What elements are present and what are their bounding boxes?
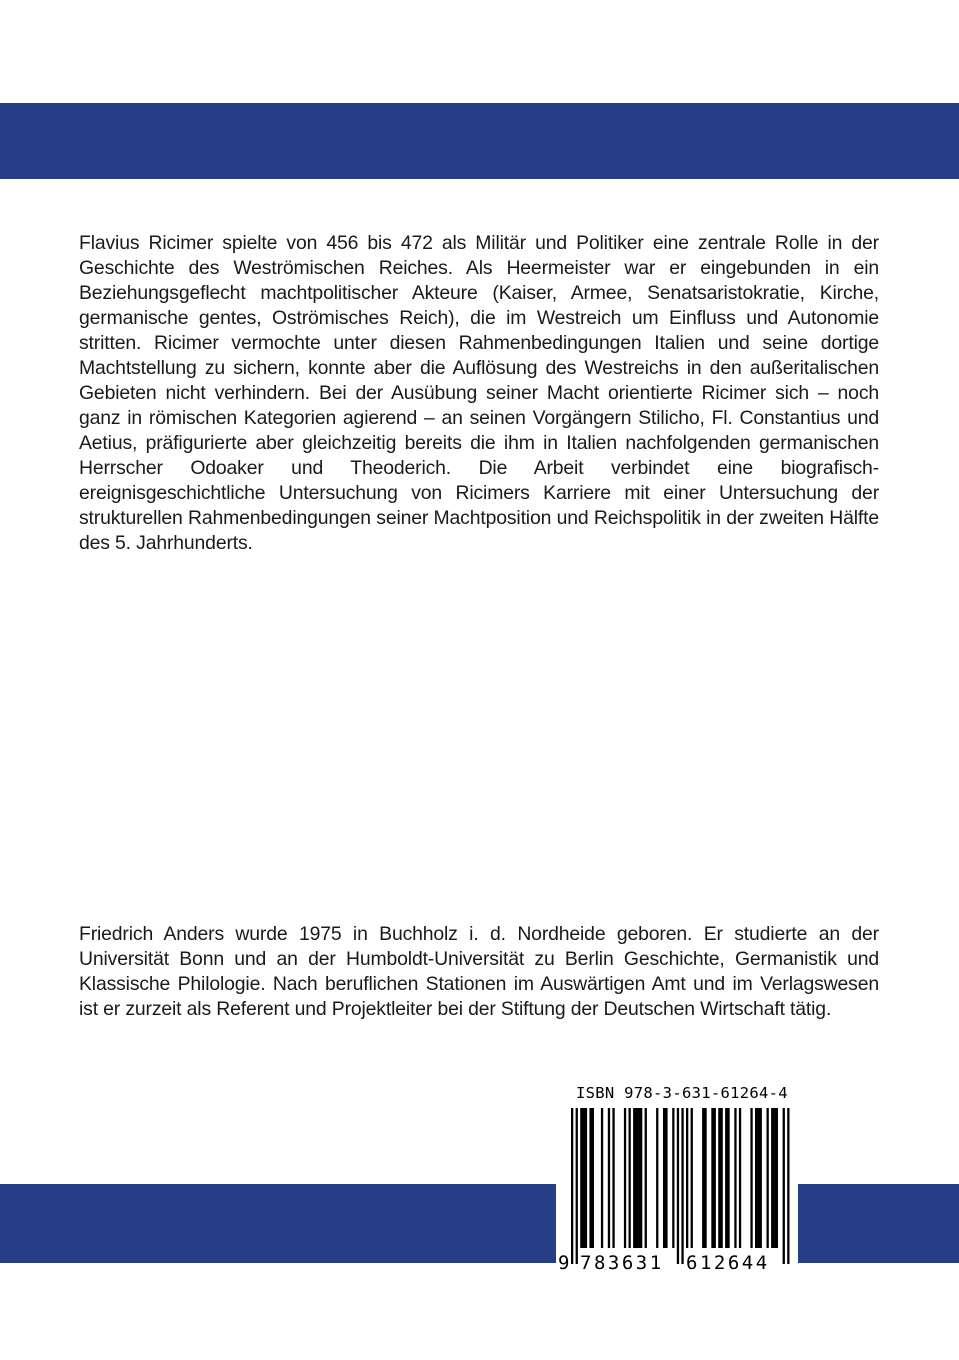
barcode-guard-bar (681, 1108, 683, 1264)
barcode-guard-bar (783, 1108, 785, 1264)
bottom-color-band (0, 1184, 959, 1263)
barcode-bar (750, 1108, 752, 1248)
isbn-label: ISBN 978-3-631-61264-4 (576, 1084, 788, 1102)
barcode-bar (739, 1108, 741, 1248)
author-bio-text: Friedrich Anders wurde 1975 in Buchholz i. d. Nordheide geboren. Er studierte an der Universität Bonn und an der Humboldt-Universität zu Berlin Geschichte, Germanistik und Klassische Philologie. Nach beruflichen Stationen im Auswärtigen Amt und im Verlagswesen ist er zurzeit als Referent und Projektleiter bei der Stiftung der Deutschen Wirtschaft tätig. (79, 923, 879, 1020)
barcode-bar (624, 1108, 626, 1248)
barcode-bar (686, 1108, 688, 1248)
barcode-guard-bar (571, 1108, 573, 1264)
isbn-barcode (556, 1084, 798, 1280)
barcode-bar (711, 1108, 716, 1248)
barcode-bar (767, 1108, 769, 1248)
barcode-guard-bar (787, 1108, 789, 1264)
barcode-bar (656, 1108, 658, 1248)
synopsis-text: Flavius Ricimer spielte von 456 bis 472 als Militär und Politiker eine zentrale Rolle in der Geschichte des Weströmischen Reiches. Als Heermeister war er eingebunden in ein Beziehungsgeflecht machtpolitischer Akteure (Kaiser, Armee, Senatsaristokratie, Kirche, germanische gentes, Oströmisches Reich), die im Westreich um Einfluss und Autonomie stritten. Ricimer vermochte unter diesen Rahmenbedingungen Italien und seine dortige Machtstellung zu sichern, konnte aber die Auflösung des Westreichs in den außeritalischen Gebieten nicht verhindern. Bei der Ausübung seiner Macht orientierte Ricimer sich – noch ganz in römischen Kategorien agierend – an seinen Vorgängern Stilicho, Fl. Constantius und Aetius, präfigurierte aber gleichzeitig bereits die ihm in Italien nachfolgenden germanischen Herrscher Odoaker und Theoderich. Die Arbeit verbindet eine biografisch-ereignisgeschichtliche Untersuchung von Ricimers Karriere mit einer Untersuchung der strukturellen Rahmenbedingungen seiner Machtposition und Reichspolitik in der zweiten Hälfte des 5. Jahrhunderts. (79, 232, 879, 554)
barcode-bar (608, 1108, 610, 1248)
barcode-bar (663, 1108, 668, 1248)
barcode-guard-bar (576, 1108, 578, 1264)
barcode-bar (580, 1108, 587, 1248)
barcode-bar (734, 1108, 736, 1248)
barcode-bar (718, 1108, 723, 1248)
barcode-bar (691, 1108, 693, 1248)
barcode-bar (629, 1108, 631, 1248)
ean-left-digits: 783631 (580, 1252, 664, 1274)
barcode-bar (601, 1108, 603, 1248)
barcode-bar (672, 1108, 674, 1248)
barcode-bar (771, 1108, 778, 1248)
barcode-bar (589, 1108, 594, 1248)
barcode-bar (702, 1108, 707, 1248)
barcode-guard-bar (677, 1108, 679, 1264)
barcode-bar (755, 1108, 762, 1248)
barcode-bars (556, 1104, 798, 1264)
top-color-band (0, 103, 959, 179)
ean-right-digits: 612644 (686, 1252, 770, 1274)
barcode-bar (612, 1108, 614, 1248)
ean-first-digit: 9 (558, 1252, 570, 1274)
barcode-bar (645, 1108, 647, 1248)
barcode-bar (633, 1108, 642, 1248)
barcode-bar (725, 1108, 730, 1248)
